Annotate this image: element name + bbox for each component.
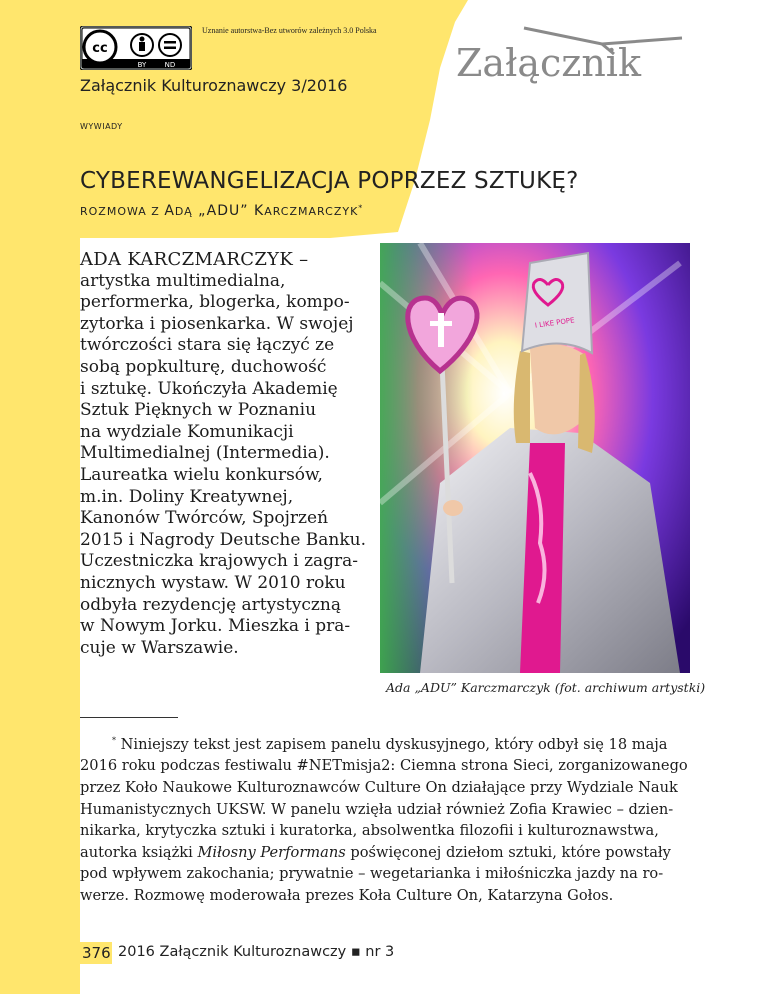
journal-title: Załącznik Kulturoznawczy 3/2016 (80, 76, 348, 95)
bio-line: cuje w Warszawie. (80, 637, 239, 658)
bio-line: Multimedialnej (Intermedia). (80, 443, 330, 464)
footnote-line: nikarka, krytyczka sztuki i kuratorka, absolwentka filozofii i kulturoznawstwa, (80, 822, 659, 840)
footer-text: 2016 Załącznik Kulturoznawczy ▪ nr 3 (118, 944, 395, 960)
bio-line: Laureatka wielu konkursów, (80, 464, 323, 485)
mitre-text: I LIKE POPE (534, 316, 576, 330)
footnote-text: poświęconej dziełom sztuki, które powstały (350, 843, 671, 861)
bio-line: w Nowym Jorku. Mieszka i pra- (80, 616, 351, 637)
footnote-line: 2016 roku podczas festiwalu #NETmisja2: Ciemna strona Sieci, zorganizowanego (80, 757, 688, 775)
bio-line: twórczości stara się łączyć ze (80, 335, 335, 356)
footnote (80, 730, 690, 907)
footnote-divider (80, 717, 178, 718)
subtitle-initial-k: K (254, 203, 265, 219)
bio-line: performerka, blogerka, kompo- (80, 292, 350, 313)
bio-name: ADA KARCZMARCZYK – (80, 249, 309, 270)
footnote-line: pod wpływem zakochania; prywatnie – wegetarianka i miłośniczka jazdy na ro- (80, 865, 664, 883)
bio-line: 2015 i Nagrody Deutsche Banku. (80, 529, 367, 550)
page-number: 376 (82, 944, 111, 962)
article-subtitle (80, 203, 363, 219)
subtitle-surname: ARCZMARCZYK (264, 205, 359, 218)
nd-label: ND (164, 61, 176, 69)
footnote-line: Humanistycznych UKSW. W panelu wzięła udział również Zofia Krawiec – dzien- (80, 800, 674, 818)
subtitle-prefix: ROZMOWA Z (80, 205, 165, 218)
license-text[interactable]: Uznanie autorstwa-Bez utworów zależnych 3.0 Polska (202, 26, 377, 35)
cc-license-badge[interactable] (80, 26, 192, 70)
artist-photo (380, 243, 690, 673)
footnote-line (80, 842, 690, 864)
section-label: WYWIADY (80, 122, 123, 131)
bio-line: sobą popkulturę, duchowość (80, 356, 327, 377)
bio-line: i sztukę. Ukończyła Akademię (80, 378, 338, 399)
bio-line: Uczestniczka krajowych i zagra- (80, 551, 359, 572)
footnote-line (80, 730, 690, 755)
artist-bio (80, 249, 367, 659)
bio-line: artystka multimedialna, (80, 270, 286, 291)
bio-line: odbyła rezydencję artystyczną (80, 594, 341, 615)
bio-line: Sztuk Pięknych w Poznaniu (80, 400, 317, 421)
article-title: CYBEREWANGELIZACJA POPRZEZ SZTUKĘ? (80, 168, 579, 194)
footnote-marker[interactable]: * (358, 203, 364, 213)
cc-badge-text: cc (92, 41, 108, 56)
footnote-line: przez Koło Naukowe Kulturoznawców Culture On działające przy Wydziale Nauk (80, 779, 678, 797)
bio-line: m.in. Doliny Kreatywnej, (80, 486, 294, 507)
bio-line: Kanonów Twórców, Spojrzeń (80, 508, 329, 529)
footnote-text: autorka książki (80, 843, 198, 861)
footnote-text: Niniejszy tekst jest zapisem panelu dyskusyjnego, który odbył się 18 maja (120, 735, 668, 753)
footnote-mark: * (112, 736, 116, 745)
subtitle-nickname: „ADU” (192, 203, 254, 219)
footnote-line: werze. Rozmowę moderowała prezes Koła Culture On, Katarzyna Gołos. (80, 887, 614, 905)
photo-caption: Ada „ADU” Karczmarczyk (fot. archiwum artystki) (386, 680, 706, 695)
subtitle-da: DĄ (174, 205, 193, 218)
zalacznik-logo (452, 20, 692, 90)
by-label: BY (137, 61, 147, 69)
logo-text: Załącznik (456, 41, 641, 85)
bio-line: nicznych wystaw. W 2010 roku (80, 572, 346, 593)
bio-line: na wydziale Komunikacji (80, 421, 294, 442)
book-title: Miłosny Performans (197, 843, 346, 861)
subtitle-initial-a: A (164, 203, 175, 219)
bio-line: zytorka i piosenkarka. W swojej (80, 313, 354, 334)
